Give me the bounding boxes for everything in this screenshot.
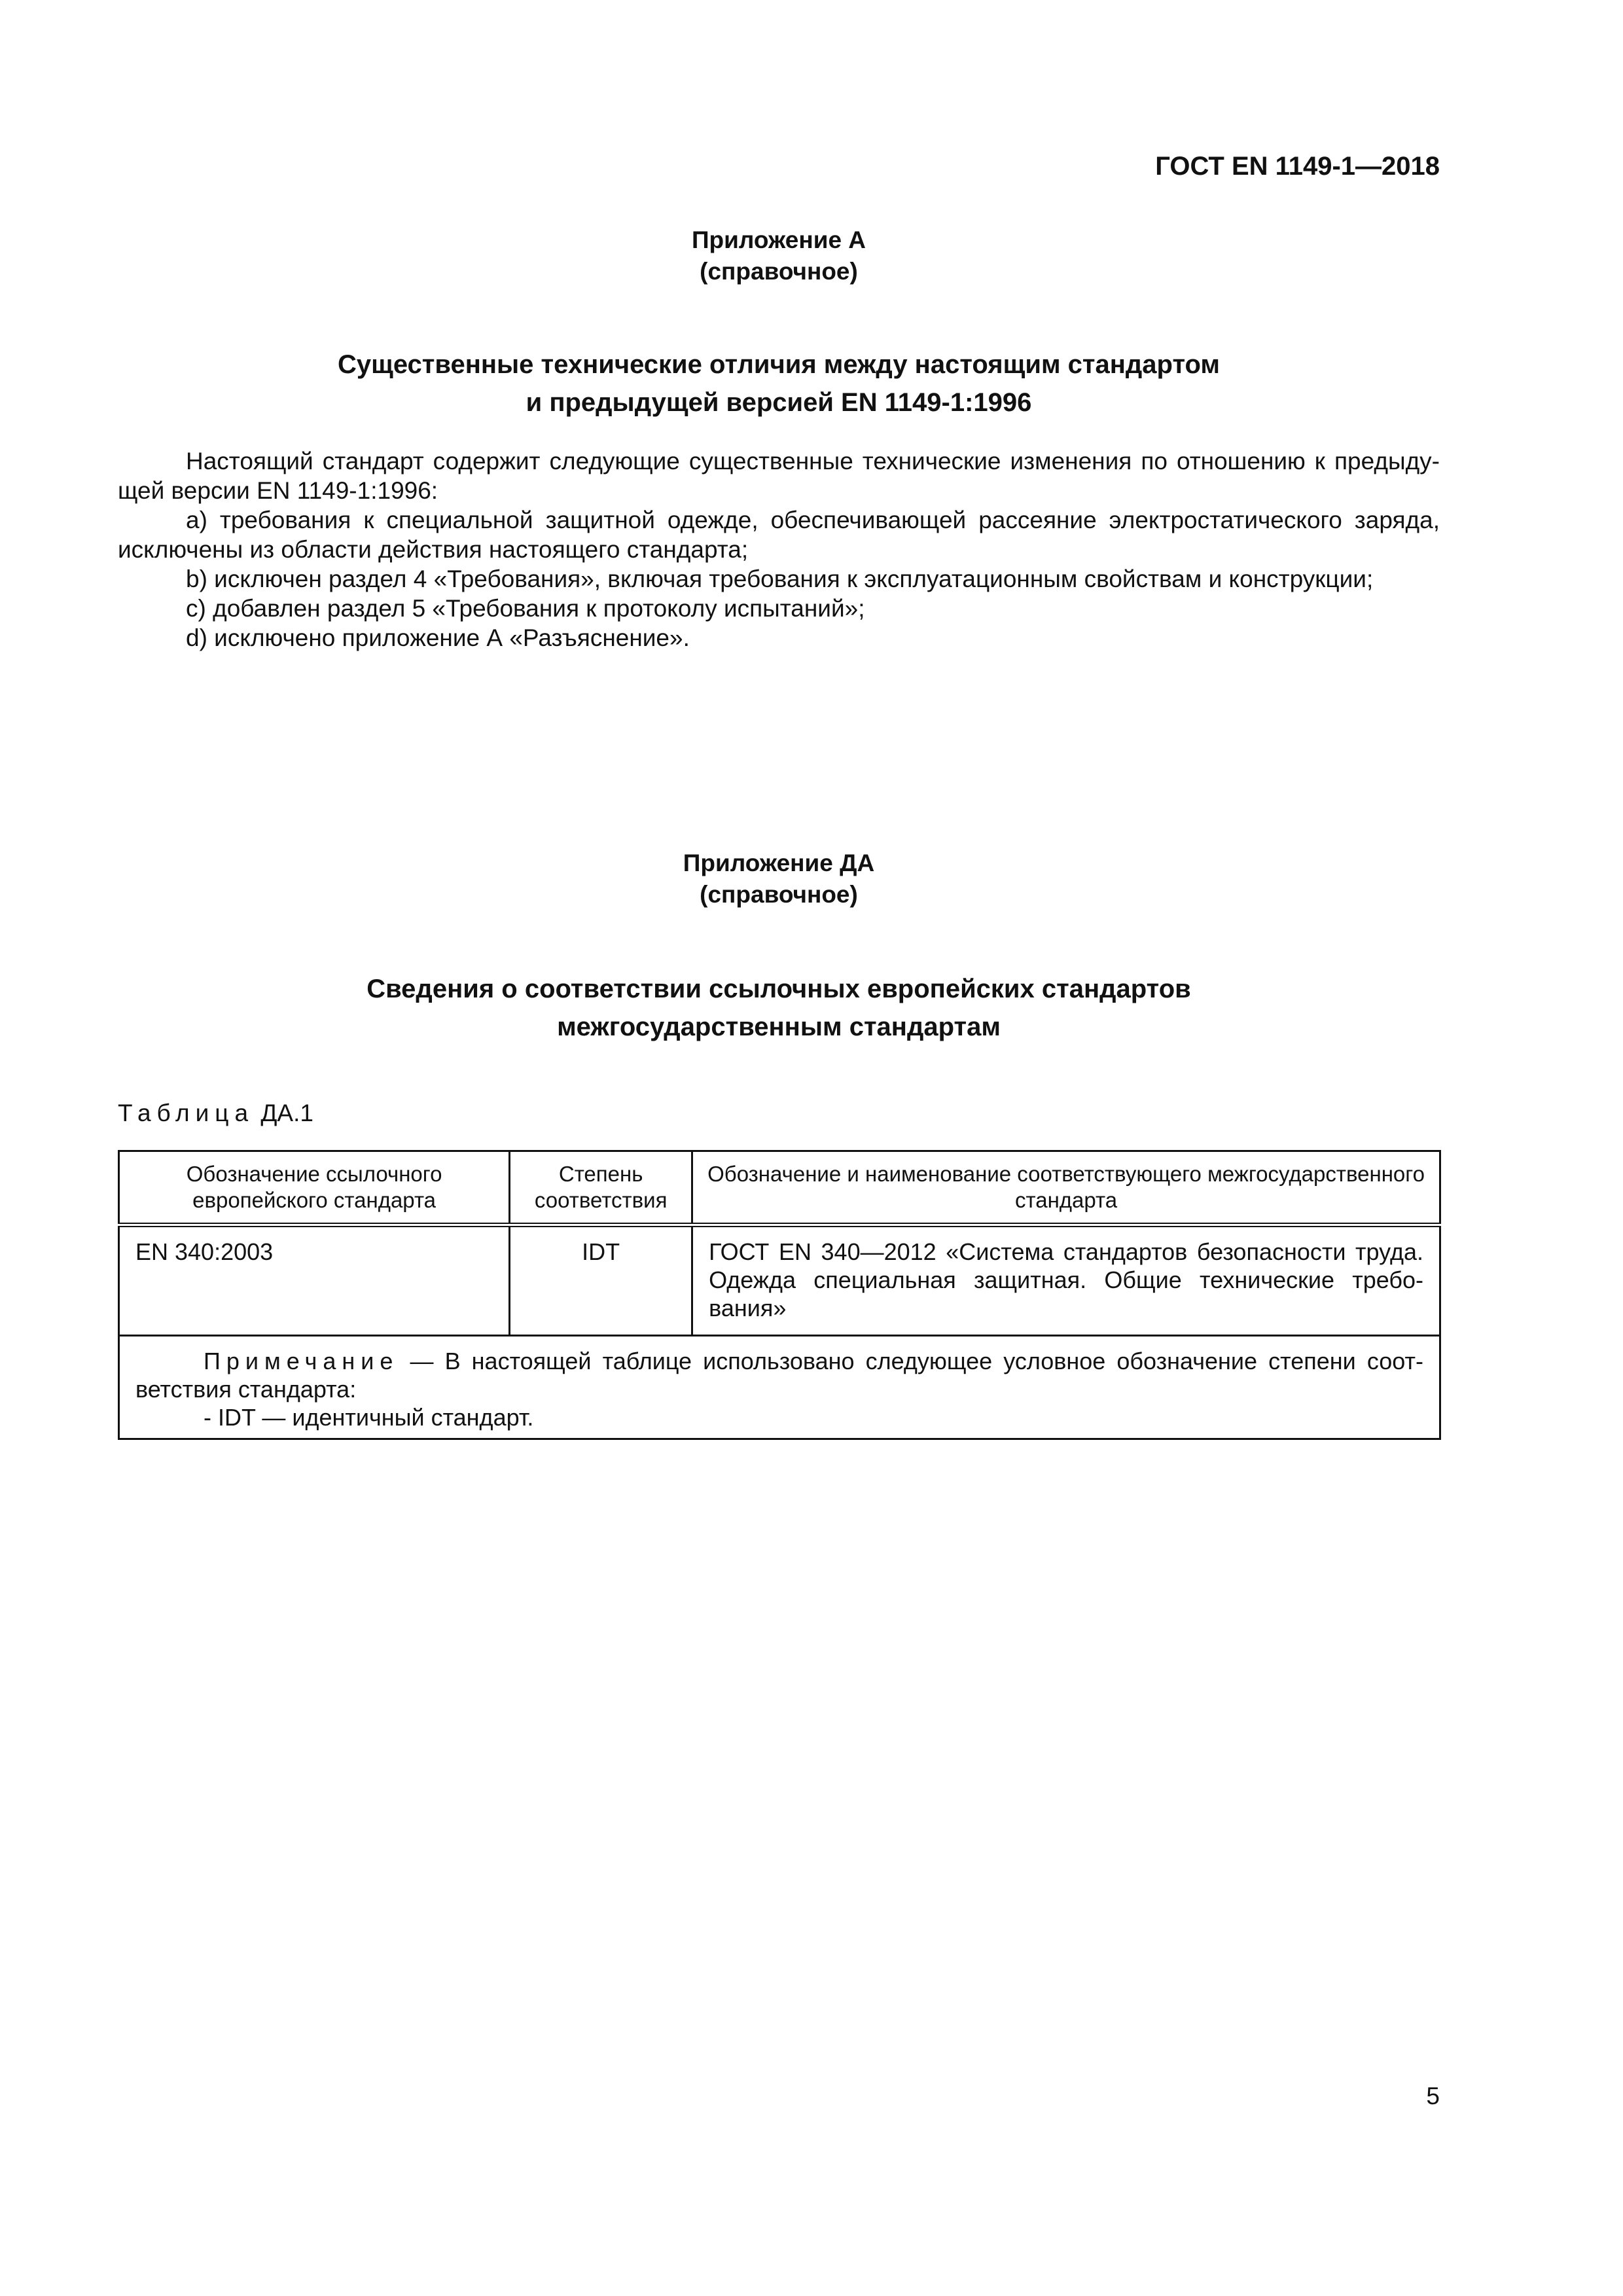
table-note-text: [135, 1347, 1423, 1403]
appendix-da-heading-line1: Сведения о соответствии ссылочных европейских стандартов: [366, 975, 1191, 1003]
appendix-a-item-c: c) добавлен раздел 5 «Требования к протоколу испытаний»;: [186, 595, 865, 622]
header-interstate-standard: Обозначение и наименование соответствующего межгосударственного стандарта: [692, 1151, 1440, 1225]
appendix-a-body: [118, 446, 1440, 653]
appendix-a-intro: Настоящий стандарт содержит следующие существенные технические изменения по отношению к предыду-щей версии EN 1149-1:1996:: [118, 448, 1440, 504]
appendix-da-subtitle: (справочное): [700, 881, 858, 908]
cell-interstate-standard: ГОСТ EN 340—2012 «Система стандартов безопасности труда. Одежда специальная защитная. Общие технические требо-вания»: [692, 1225, 1440, 1336]
header-degree-of-correspondence: Степень соответствия: [510, 1151, 692, 1225]
appendix-a-subtitle: (справочное): [700, 258, 858, 285]
appendix-a-item-d: d) исключено приложение А «Разъяснение».: [186, 624, 690, 651]
table-note-item: - IDT — идентичный стандарт.: [204, 1404, 534, 1431]
table-note-label: Примечание: [204, 1348, 399, 1374]
table-note: [119, 1336, 1440, 1439]
standards-correspondence-table: [118, 1150, 1441, 1440]
table-caption-number: ДА.1: [260, 1100, 313, 1126]
appendix-a-item-b: b) исключен раздел 4 «Требования», включая требования к эксплуатационным свойствам и конструкции;: [186, 565, 1374, 592]
appendix-a-heading-line2: и предыдущей версией EN 1149-1:1996: [526, 388, 1032, 417]
appendix-da-heading-line2: межгосударственным стандартам: [557, 1013, 1001, 1041]
header-reference-standard: Обозначение ссылочного европейского стандарта: [119, 1151, 510, 1225]
appendix-a-heading: [118, 346, 1440, 422]
table-header-row: [119, 1151, 1440, 1225]
table-note-body: — В настоящей таблице использовано следующее условное обозначение степени соот-ветствия стандарта:: [135, 1348, 1423, 1403]
table-caption-label: Таблица: [118, 1100, 255, 1126]
document-code-header: ГОСТ EN 1149-1—2018: [1155, 152, 1440, 181]
page-number: 5: [1426, 2083, 1440, 2109]
cell-reference-standard: EN 340:2003: [119, 1225, 510, 1336]
table-note-row: [119, 1336, 1440, 1439]
table-caption: [118, 1098, 313, 1128]
appendix-a-title: Приложение А: [691, 226, 866, 253]
appendix-a-heading-line1: Существенные технические отличия между настоящим стандартом: [337, 350, 1221, 379]
appendix-da-title: Приложение ДА: [683, 850, 875, 876]
appendix-da-heading: [118, 970, 1440, 1046]
cell-degree: IDT: [510, 1225, 692, 1336]
appendix-a-item-a: a) требования к специальной защитной одежде, обеспечивающей рассеяние электростатического заряда, исключены из области действия настоящего стандарта;: [118, 507, 1440, 563]
table-row: [119, 1225, 1440, 1336]
